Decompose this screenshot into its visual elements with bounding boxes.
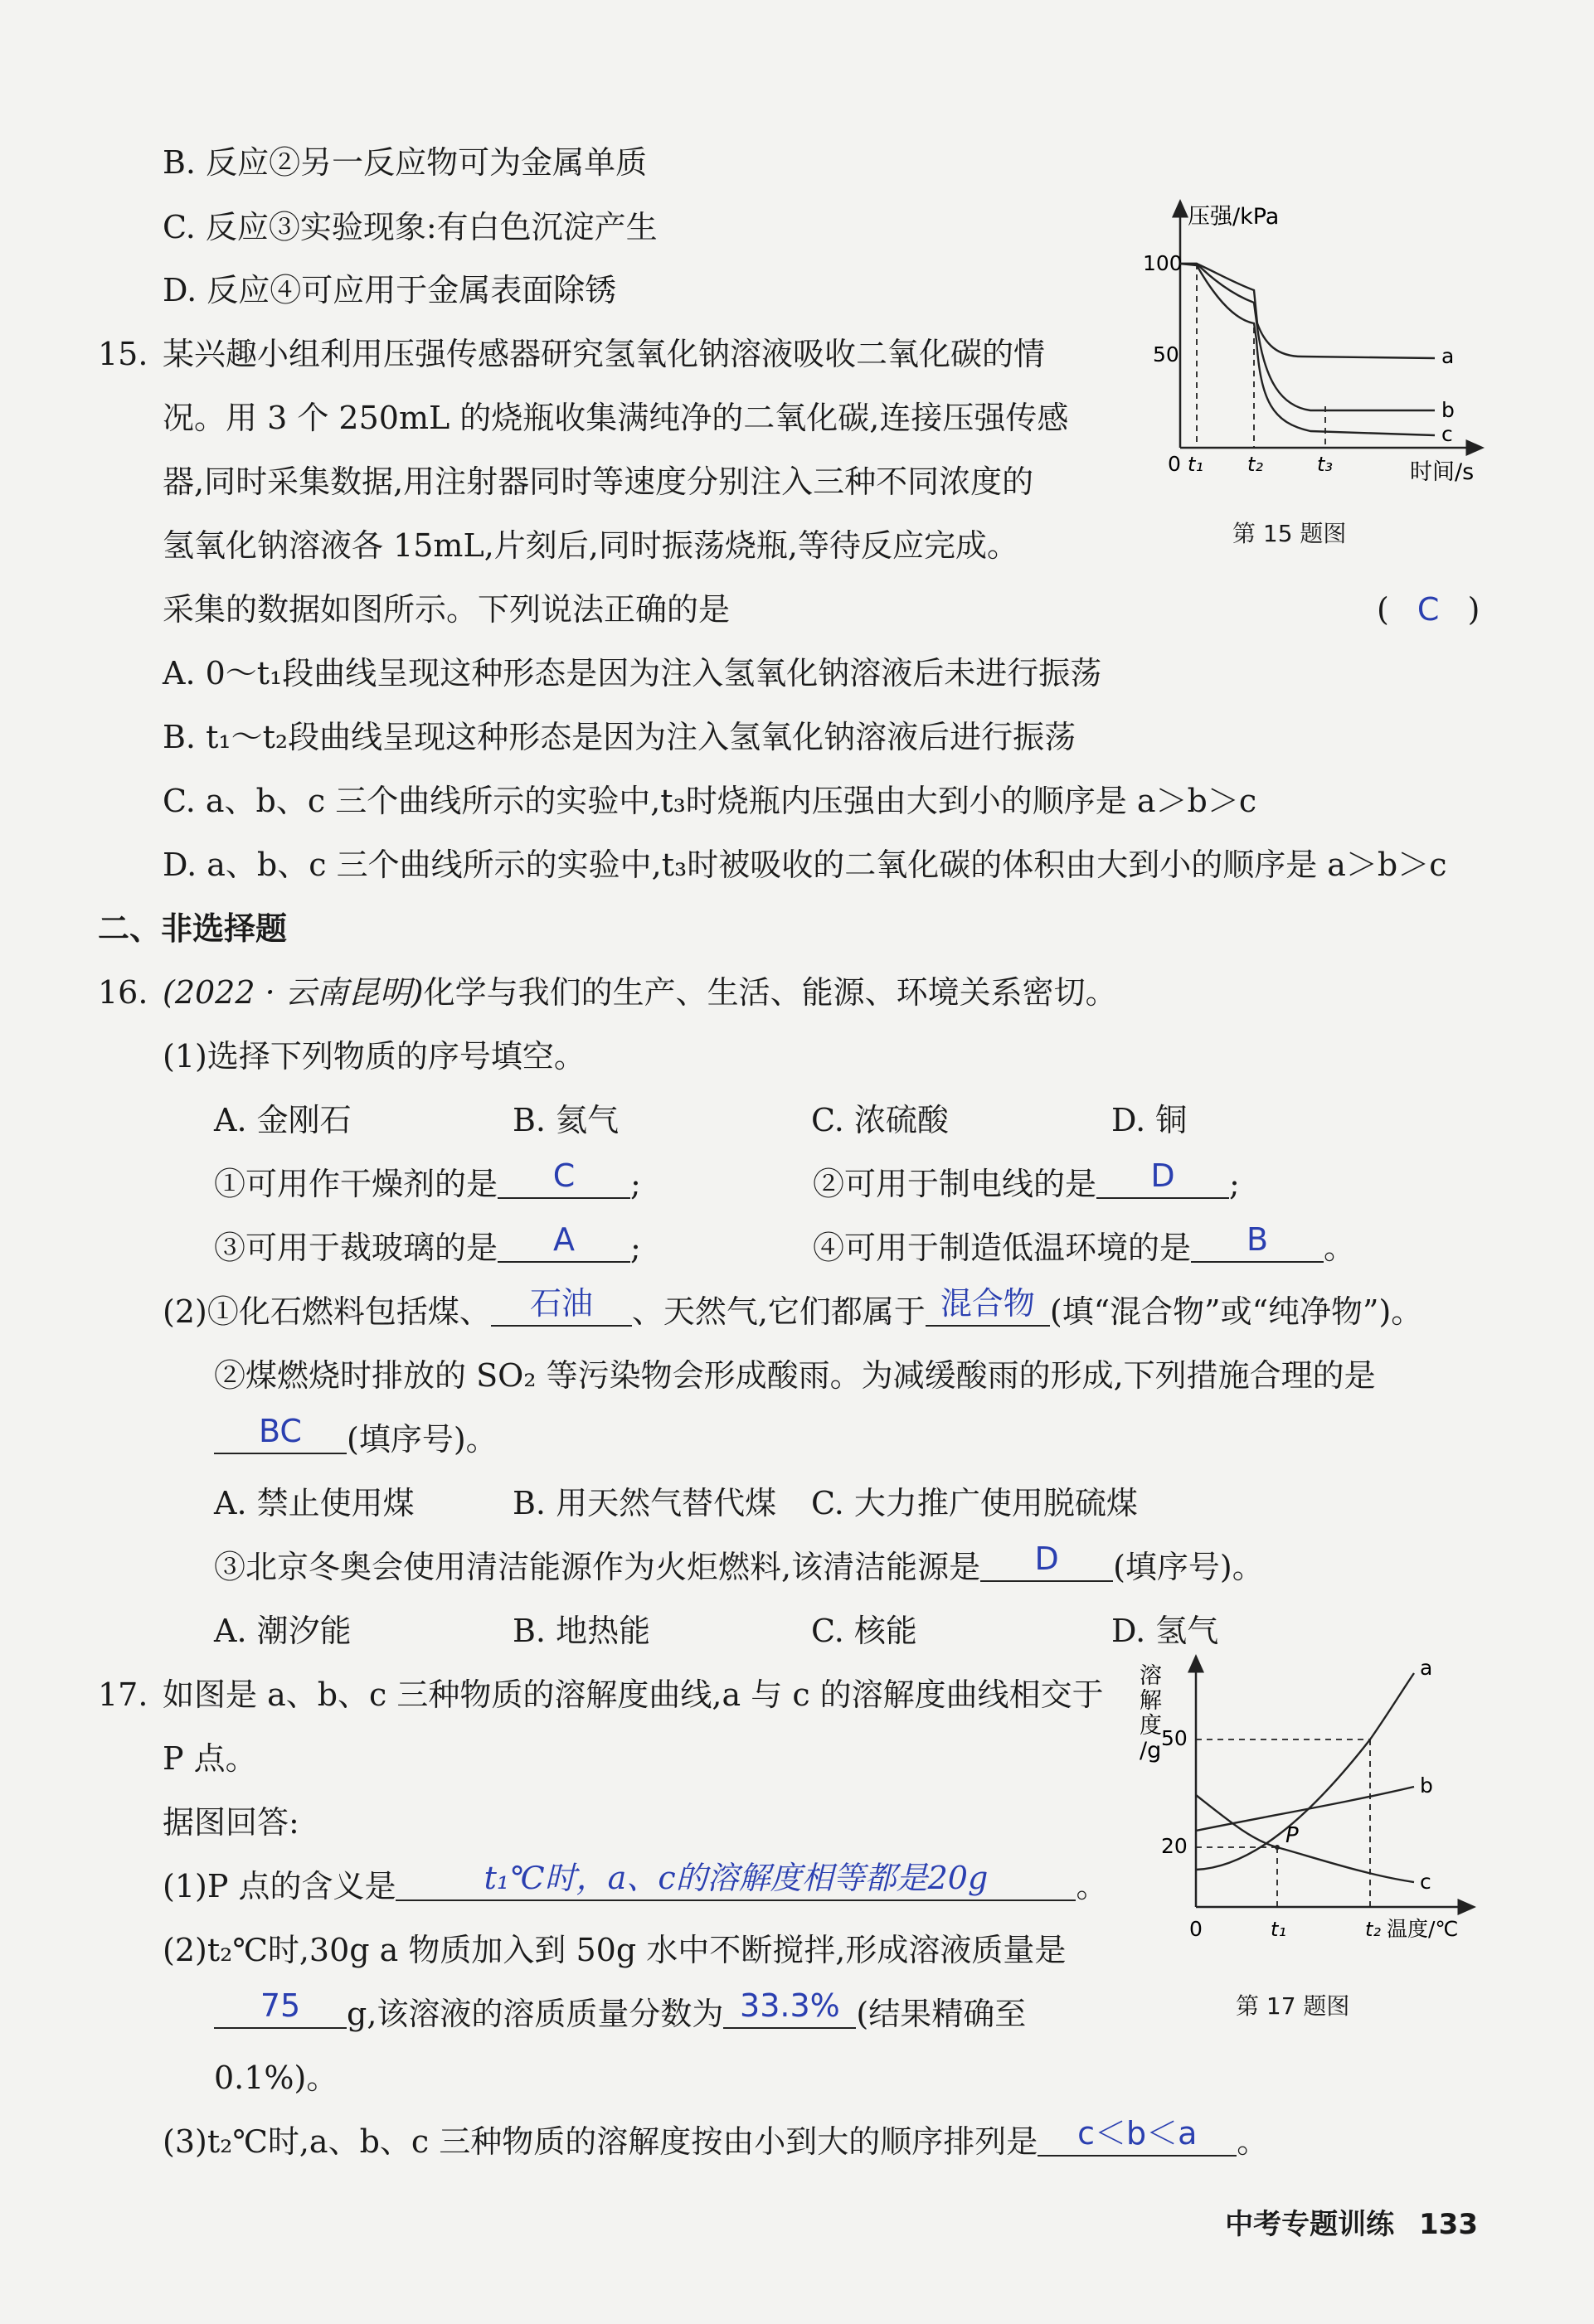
label-c: c	[1441, 422, 1453, 446]
q15-answer: C	[1417, 591, 1440, 628]
q16-choice-b: B. 氦气	[513, 1102, 620, 1138]
intersection-point	[1275, 1845, 1280, 1850]
q16-p2-2-choice-a: A. 禁止使用煤	[214, 1485, 415, 1521]
q17-p1-blank[interactable]: t₁℃时，a、c的溶解度相等都是20g	[396, 1866, 1076, 1901]
q15-stem-line: 器,同时采集数据,用注射器同时等速度分别注入三种不同浓度的	[163, 463, 1034, 500]
curve-a	[1196, 1673, 1414, 1870]
q15-stem-line: 氢氧化钠溶液各 15mL,片刻后,同时振荡烧瓶,等待反应完成。	[163, 527, 1018, 564]
q16-p2-2-choice-c: C. 大力推广使用脱硫煤	[811, 1485, 1138, 1521]
q15-answer-paren: ( C )	[1377, 591, 1480, 628]
point-p-label: P	[1285, 1823, 1299, 1848]
q16-part2-2-answer: BC (填序号)。	[214, 1419, 498, 1459]
q15-stem-line: 某兴趣小组利用压强传感器研究氢氧化钠溶液吸收二氧化碳的情	[163, 336, 1046, 372]
q17-part2: (2)t₂℃时,30g a 物质加入到 50g 水中不断搅拌,形成溶液质量是	[163, 1932, 1067, 1968]
y-tick-50: 50	[1153, 342, 1179, 366]
x-axis-label: 温度/℃	[1387, 1917, 1459, 1941]
q16-q4-blank[interactable]: B	[1191, 1228, 1324, 1263]
x-tick-t1: t₁	[1271, 1918, 1287, 1941]
q16-part2-1: (2)①化石燃料包括煤、 石油 、天然气,它们都属于 混合物 (填“混合物”或“纯净物”)。	[163, 1285, 1423, 1330]
footer-label: 中考专题训练	[1225, 2208, 1395, 2241]
q16-source: (2022 · 云南昆明)	[163, 974, 424, 1011]
q16-q3: ③可用于裁玻璃的是 A ;	[214, 1221, 641, 1266]
x-tick-t3: t₃	[1317, 453, 1334, 476]
q17-p2-blank1[interactable]: 75	[214, 1994, 347, 2029]
x-tick-t1: t₁	[1188, 453, 1204, 476]
q15-option-c: C. a、b、c 三个曲线所示的实验中,t₃时烧瓶内压强由大到小的顺序是 a＞b＞c	[163, 783, 1257, 819]
q17-part2-tail: 0.1%)。	[214, 2060, 338, 2096]
label-c: c	[1420, 1870, 1431, 1894]
y-tick-20: 20	[1161, 1834, 1188, 1858]
q15-stem-line: 况。用 3 个 250mL 的烧瓶收集满纯净的二氧化碳,连接压强传感	[163, 400, 1069, 436]
y-label-char: 解	[1140, 1688, 1162, 1714]
q17-solubility-chart	[1128, 1650, 1501, 1957]
q16-p2-blank2[interactable]: 混合物	[926, 1292, 1050, 1327]
x-tick-t2: t₂	[1247, 453, 1264, 476]
curve-a	[1180, 264, 1435, 358]
q17-part2-answers: 75 g,该溶液的溶质质量分数为 33.3% (结果精确至	[214, 1994, 1026, 2034]
q16-q1: ①可用作干燥剂的是 C ;	[214, 1157, 641, 1202]
q17-figure-caption: 第 17 题图	[1236, 1992, 1350, 2020]
q15-number: 15.	[98, 336, 148, 372]
q15-option-b: B. t₁～t₂段曲线呈现这种形态是因为注入氢氧化钠溶液后进行振荡	[163, 719, 1076, 755]
x-axis-label: 时间/s	[1410, 459, 1475, 485]
q17-part1: (1)P 点的含义是 t₁℃时，a、c的溶解度相等都是20g 。	[163, 1860, 1108, 1904]
section-title: 二、非选择题	[98, 910, 288, 947]
label-b: b	[1441, 398, 1455, 422]
page-number: 133	[1419, 2208, 1478, 2241]
q16-p2-2-blank[interactable]: BC	[214, 1419, 347, 1454]
q17-p2-blank2[interactable]: 33.3%	[723, 1994, 856, 2029]
page-footer	[1225, 2201, 1478, 2242]
q17-number: 17.	[98, 1676, 148, 1713]
curve-b	[1180, 264, 1435, 410]
y-label-char: 度	[1140, 1713, 1162, 1739]
q17-part3: (3)t₂℃时,a、b、c 三种物质的溶解度按由小到大的顺序排列是 c＜b＜a 。	[163, 2115, 1269, 2160]
q17-stem-2: P 点。	[163, 1740, 257, 1777]
y-label-char: 溶	[1140, 1663, 1162, 1689]
y-tick-100: 100	[1143, 251, 1183, 275]
q16-p2-blank1[interactable]: 石油	[491, 1292, 632, 1327]
q16-part1-title: (1)选择下列物质的序号填空。	[163, 1038, 586, 1075]
q17-stem-3: 据图回答:	[163, 1804, 299, 1841]
q14-option-b: B. 反应②另一反应物可为金属单质	[163, 144, 648, 181]
q16-q1-blank[interactable]: C	[498, 1164, 630, 1199]
q16-choice-a: A. 金刚石	[214, 1102, 352, 1138]
q15-pressure-chart	[1128, 199, 1493, 497]
q16-p2-3-choice-c: C. 核能	[811, 1613, 917, 1649]
q16-p2-3-blank[interactable]: D	[980, 1547, 1113, 1582]
curve-c	[1196, 1795, 1414, 1882]
label-b: b	[1420, 1773, 1433, 1798]
x-tick-t2: t₂	[1365, 1918, 1382, 1941]
q16-p2-3-choice-b: B. 地热能	[513, 1613, 651, 1649]
q14-option-d: D. 反应④可应用于金属表面除锈	[163, 272, 617, 308]
q16-q2-blank[interactable]: D	[1096, 1164, 1229, 1199]
q16-p2-3-choice-d: D. 氢气	[1111, 1613, 1219, 1649]
q16-part2-2: ②煤燃烧时排放的 SO₂ 等污染物会形成酸雨。为减缓酸雨的形成,下列措施合理的是	[214, 1357, 1376, 1394]
q14-option-c: C. 反应③实验现象:有白色沉淀产生	[163, 209, 658, 245]
label-a: a	[1441, 344, 1455, 368]
x-tick-0: 0	[1189, 1917, 1203, 1941]
q16-choice-d: D. 铜	[1111, 1102, 1188, 1138]
q16-part2-3: ③北京冬奥会使用清洁能源作为火炬燃料,该清洁能源是 D (填序号)。	[214, 1540, 1264, 1585]
q15-option-a: A. 0～t₁段曲线呈现这种形态是因为注入氢氧化钠溶液后未进行振荡	[163, 655, 1102, 691]
label-a: a	[1420, 1656, 1433, 1680]
q15-stem-line: 采集的数据如图所示。下列说法正确的是	[163, 591, 731, 628]
q16-q4: ④可用于制造低温环境的是 B 。	[813, 1221, 1356, 1266]
y-axis-label: 压强/kPa	[1188, 204, 1280, 230]
q16-q2: ②可用于制电线的是 D ;	[813, 1157, 1240, 1202]
y-tick-50: 50	[1161, 1726, 1188, 1750]
x-tick-0: 0	[1168, 452, 1181, 476]
q15-figure-caption: 第 15 题图	[1232, 520, 1347, 547]
q15-option-d: D. a、b、c 三个曲线所示的实验中,t₃时被吸收的二氧化碳的体积由大到小的顺序是 a＞b＞c	[163, 847, 1447, 883]
q16-q3-blank[interactable]: A	[498, 1228, 630, 1263]
curve-b	[1196, 1787, 1414, 1831]
q16-number: 16.	[98, 974, 148, 1011]
q16-p2-2-choice-b: B. 用天然气替代煤	[513, 1485, 777, 1521]
q16-p2-3-choice-a: A. 潮汐能	[214, 1613, 352, 1649]
q16-choice-c: C. 浓硫酸	[811, 1102, 949, 1138]
q17-p3-blank[interactable]: c＜b＜a	[1038, 2122, 1237, 2157]
q17-stem-1: 如图是 a、b、c 三种物质的溶解度曲线,a 与 c 的溶解度曲线相交于	[163, 1676, 1104, 1713]
y-label-char: /g	[1140, 1738, 1162, 1764]
q16-stem: (2022 · 云南昆明)化学与我们的生产、生活、能源、环境关系密切。	[163, 974, 1117, 1011]
